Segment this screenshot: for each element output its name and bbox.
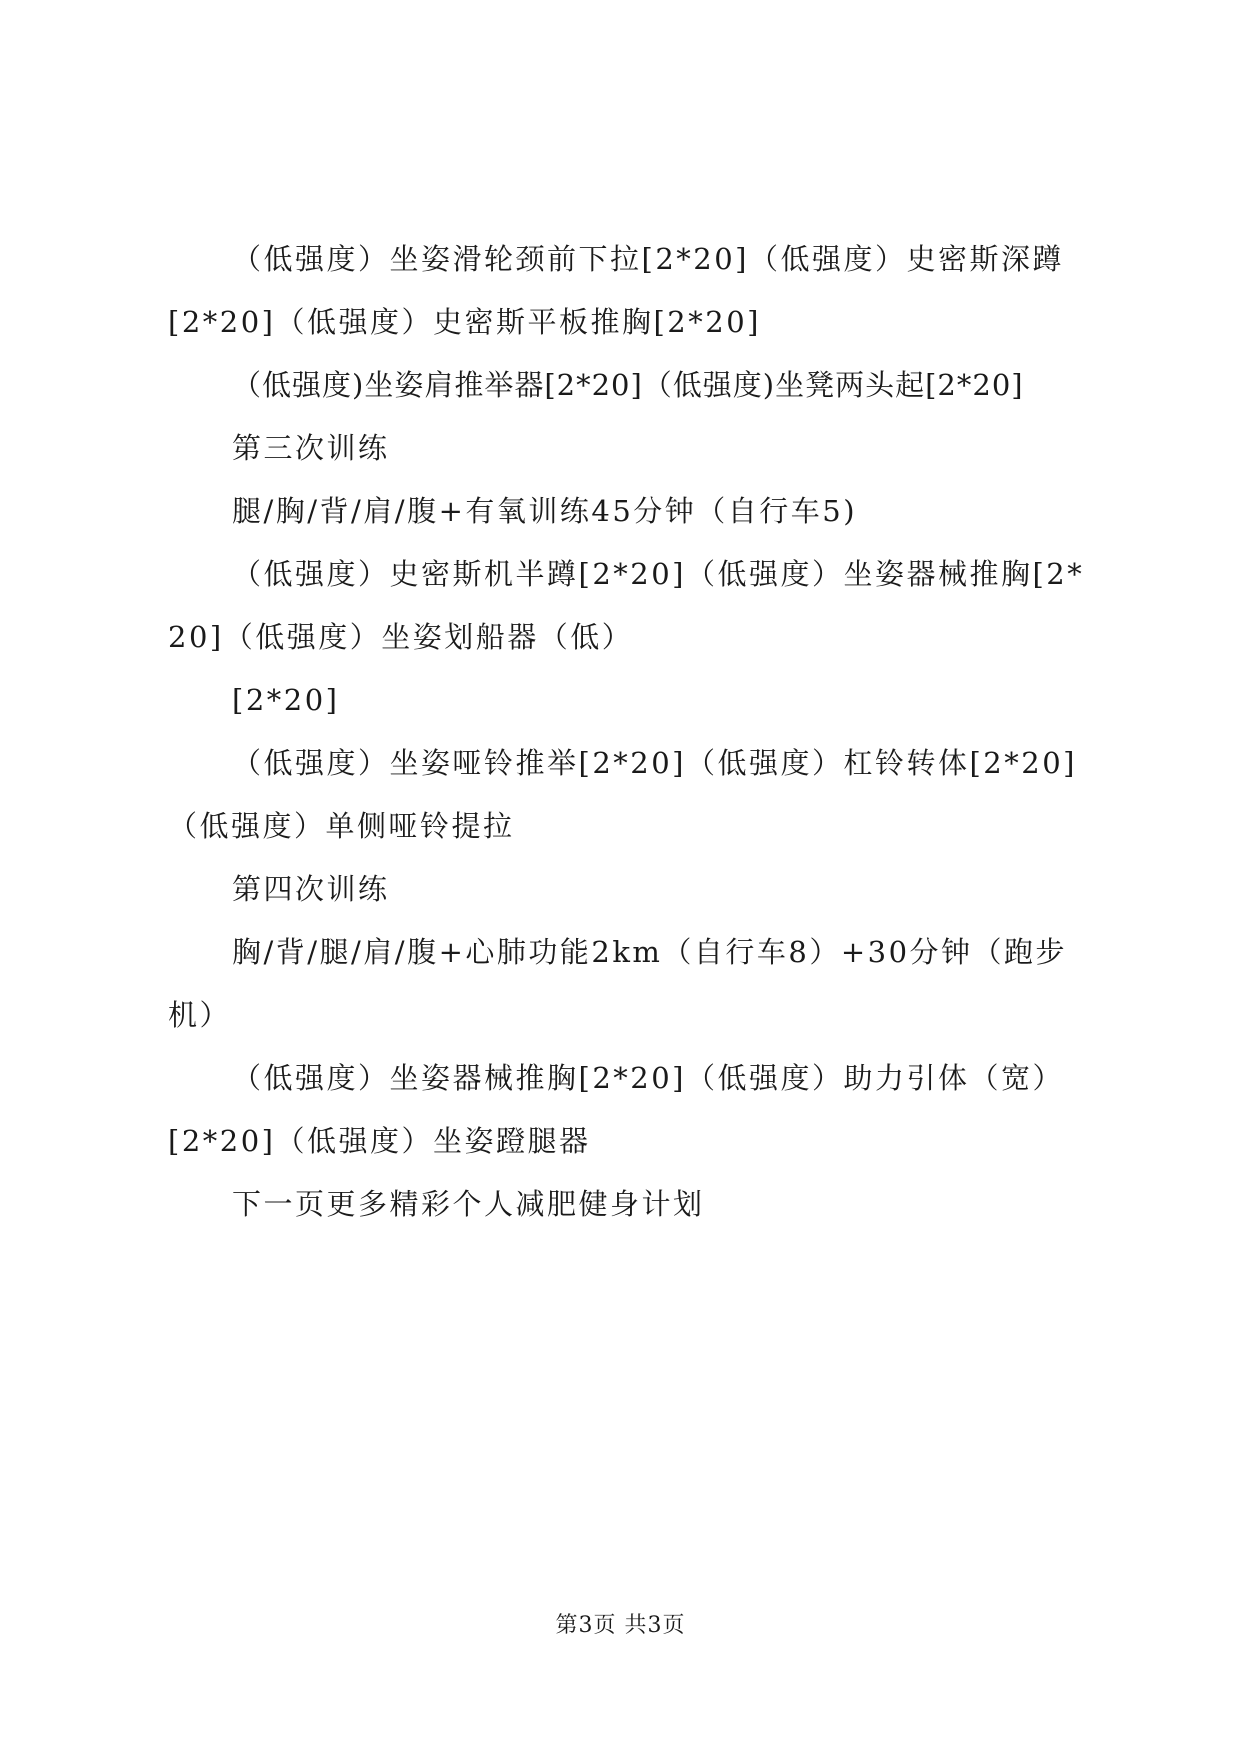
paragraph-4: 腿/胸/背/肩/腹+有氧训练45分钟（自行车5) bbox=[232, 494, 858, 528]
paragraph-2: （低强度)坐姿肩推举器[2*20]（低强度)坐凳两头起[2*20] bbox=[232, 368, 1024, 402]
paragraph-9: 胸/背/腿/肩/腹+心肺功能2km（自行车8）+30分钟（跑步机） bbox=[168, 935, 1068, 1032]
document-body bbox=[168, 228, 1088, 1236]
next-page-link-text: 下一页更多精彩个人减肥健身计划 bbox=[232, 1187, 705, 1221]
paragraph-10: （低强度）坐姿器械推胸[2*20]（低强度）助力引体（宽）[2*20]（低强度）坐姿蹬腿器 bbox=[168, 1061, 1064, 1158]
paragraph-5: （低强度）史密斯机半蹲[2*20]（低强度）坐姿器械推胸[2*20]（低强度）坐姿划船器（低） bbox=[168, 557, 1085, 654]
section-heading-third-session: 第三次训练 bbox=[232, 431, 390, 465]
paragraph-6: [2*20] bbox=[232, 683, 340, 717]
paragraph-1: （低强度）坐姿滑轮颈前下拉[2*20]（低强度）史密斯深蹲[2*20]（低强度）史密斯平板推胸[2*20] bbox=[168, 242, 1064, 339]
section-heading-fourth-session: 第四次训练 bbox=[232, 872, 390, 906]
paragraph-7: （低强度）坐姿哑铃推举[2*20]（低强度）杠铃转体[2*20]（低强度）单侧哑铃提拉 bbox=[168, 746, 1077, 843]
page-footer: 第3页 共3页 bbox=[555, 1613, 686, 1638]
